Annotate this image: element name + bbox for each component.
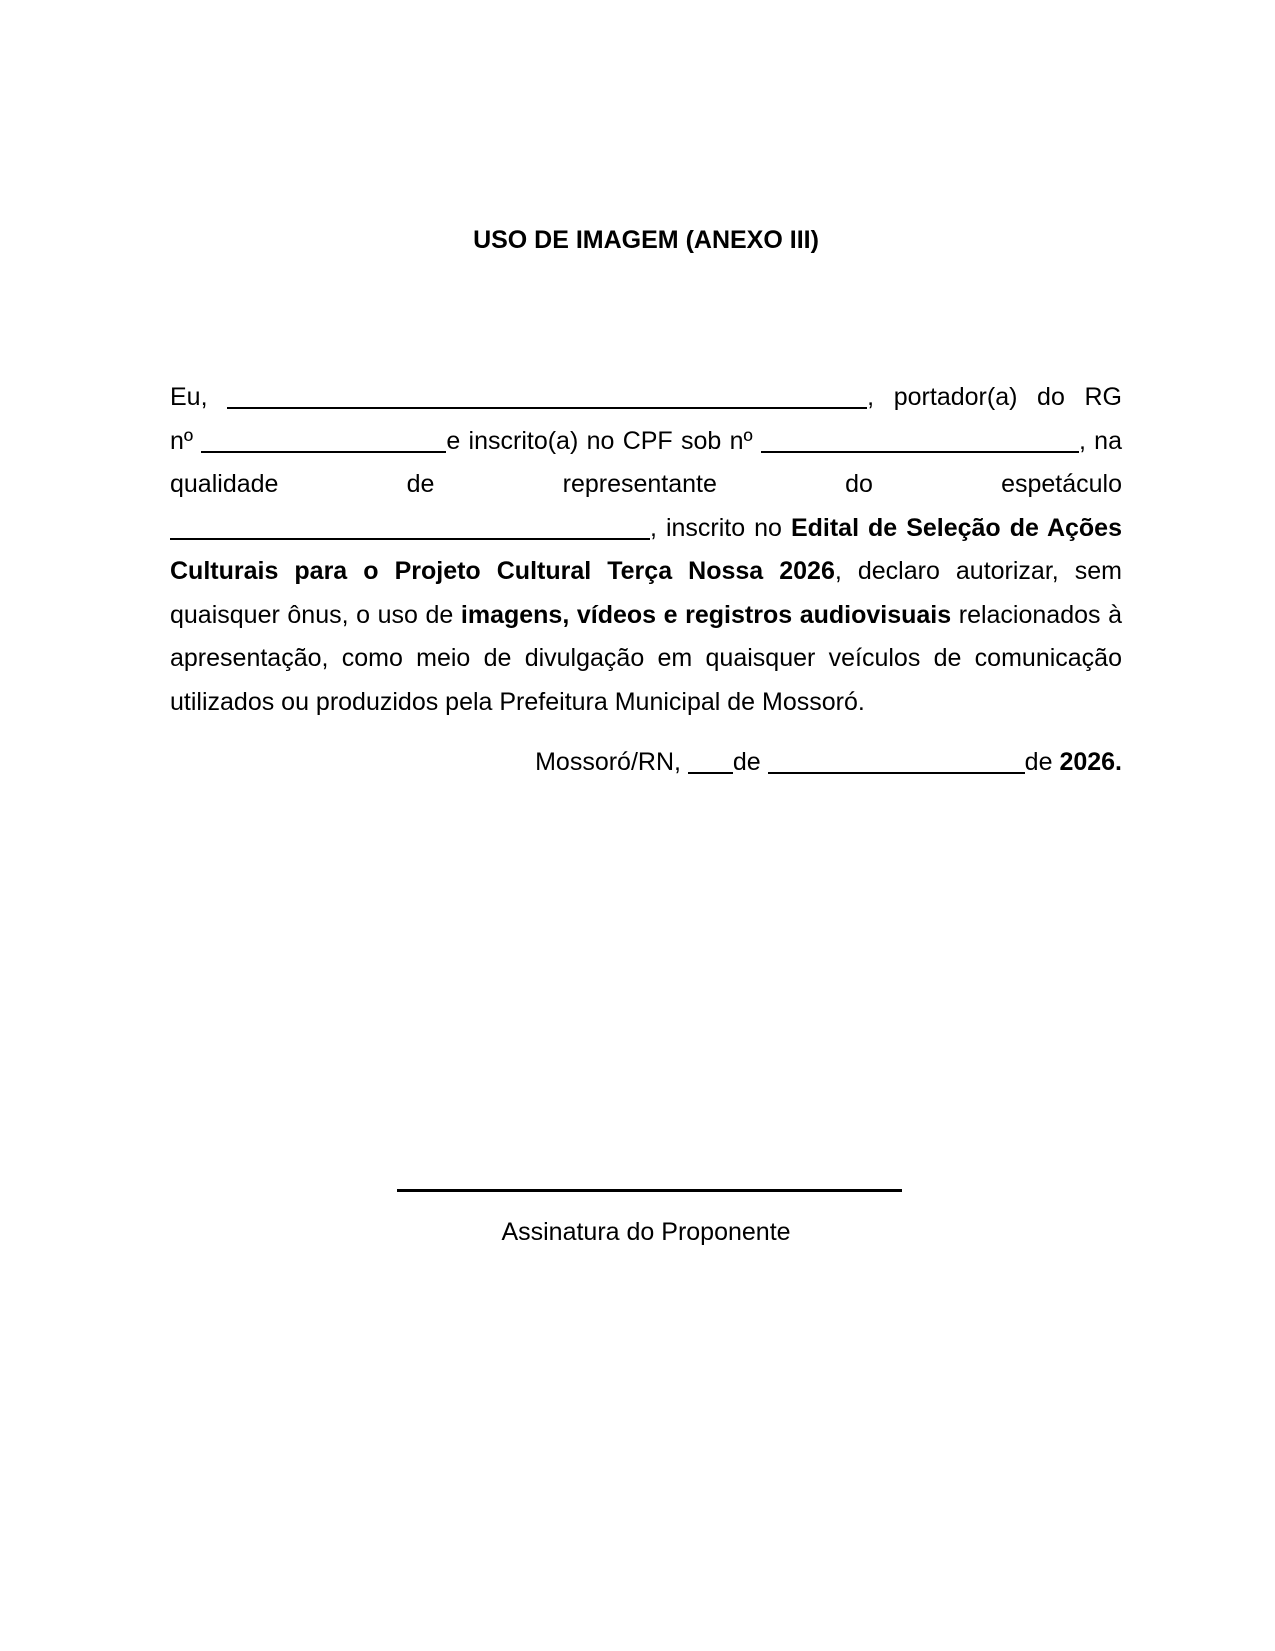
- text-segment: de: [732, 748, 768, 776]
- bold-text-segment: Culturais para o Projeto Cultural Terça Nossa 2026: [170, 557, 835, 585]
- fill-in-blank: [201, 451, 446, 453]
- text-segment: , declaro autorizar, sem: [834, 557, 1123, 585]
- date-line: [170, 741, 1122, 785]
- document-line: [170, 420, 1122, 464]
- text-segment: e inscrito(a) no CPF sob nº: [446, 426, 761, 455]
- document-line: [170, 463, 1122, 507]
- document-line: [170, 594, 1122, 638]
- document-line: [170, 681, 1122, 725]
- document-body-paragraph: [170, 376, 1122, 724]
- document-title: USO DE IMAGEM (ANEXO III): [473, 226, 819, 254]
- text-segment: , portador(a) do RG: [867, 383, 1122, 411]
- text-segment: relacionados à: [951, 600, 1122, 629]
- document-line: [170, 637, 1122, 681]
- text-segment: nº: [170, 426, 202, 455]
- text-segment: Mossoró/RN,: [535, 748, 688, 776]
- document-line: [170, 376, 1122, 420]
- text-segment: qualidade de representante do espetáculo: [170, 470, 1122, 498]
- fill-in-blank: [688, 772, 733, 774]
- document-line: [170, 741, 1122, 785]
- fill-in-blank: [227, 407, 867, 409]
- fill-in-blank: [761, 451, 1079, 453]
- bold-text-segment: imagens, vídeos e registros audiovisuais: [460, 600, 952, 629]
- text-segment: apresentação, como meio de divulgação em quaisquer veículos de comunicação: [170, 644, 1122, 672]
- fill-in-blank: [170, 538, 650, 540]
- text-segment: , na: [1078, 426, 1122, 455]
- signature-line: [397, 1189, 902, 1192]
- text-segment: de: [1024, 748, 1060, 776]
- text-segment: , inscrito no: [650, 513, 791, 542]
- signature-caption: Assinatura do Proponente: [501, 1218, 791, 1246]
- document-line: [170, 507, 1122, 551]
- text-segment: quaisquer ônus, o uso de: [170, 600, 461, 629]
- text-segment: Eu,: [170, 383, 228, 411]
- document-line: [170, 550, 1122, 594]
- bold-text-segment: 2026.: [1059, 748, 1122, 776]
- fill-in-blank: [768, 772, 1025, 774]
- bold-text-segment: Edital de Seleção de Ações: [790, 513, 1122, 542]
- text-segment: utilizados ou produzidos pela Prefeitura Municipal de Mossoró.: [170, 687, 865, 716]
